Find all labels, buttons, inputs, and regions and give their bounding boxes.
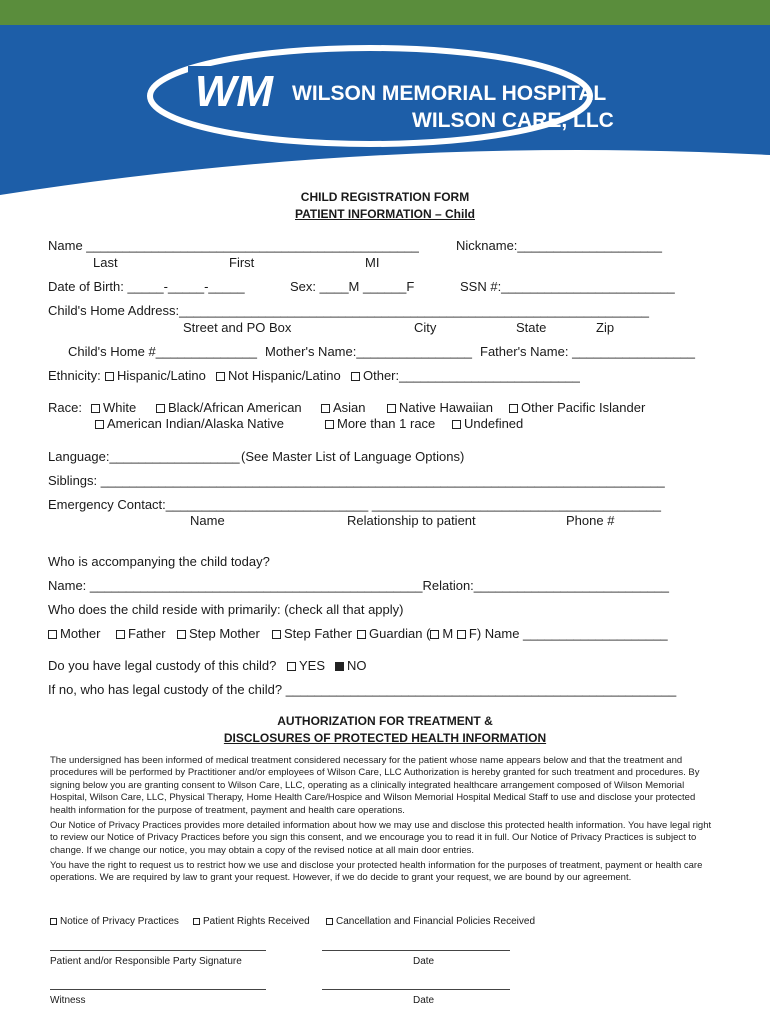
checkbox-icon[interactable] — [216, 372, 225, 381]
checkbox-icon[interactable] — [272, 630, 281, 639]
auth-paragraph-2: Our Notice of Privacy Practices provides more detailed information about how we may use and disclose this protected health information. You have legal right to review our Notice of Privacy Practices before you sign this consent, and we encourage you to read it in full. Our Notice of Privacy Practices is subject to change. If we change our notice, you may obtain a copy of the revised notice at all main door entries. — [50, 820, 712, 856]
checkbox-icon[interactable] — [325, 420, 334, 429]
form-subtitle: PATIENT INFORMATION – Child — [295, 207, 475, 221]
mother-name-field[interactable]: Mother's Name:________________ — [265, 344, 473, 359]
nickname-field[interactable]: Nickname:____________________ — [456, 238, 663, 253]
care-name: WILSON CARE, LLC — [412, 109, 614, 132]
language-field[interactable]: Language:__________________ — [48, 449, 240, 464]
language-note: (See Master List of Language Options) — [241, 449, 465, 464]
reside-step-mother[interactable]: Step Mother — [177, 626, 260, 642]
header-banner — [0, 0, 770, 200]
custody-question: Do you have legal custody of this child? — [48, 658, 277, 673]
siblings-field[interactable]: Siblings: ______________________________________________________________________________ — [48, 473, 665, 488]
home-phone-field[interactable]: Child's Home #______________ — [68, 344, 257, 359]
address-sub-street: Street and PO Box — [183, 320, 292, 335]
checkbox-icon[interactable] — [193, 918, 200, 925]
signature-line[interactable] — [50, 950, 266, 951]
name-sub-mi: MI — [365, 255, 380, 270]
reside-father[interactable]: Father — [116, 626, 166, 642]
checkbox-icon[interactable] — [105, 372, 114, 381]
green-band — [0, 0, 770, 25]
checkbox-icon[interactable] — [326, 918, 333, 925]
emergency-sub-relationship: Relationship to patient — [347, 513, 476, 528]
reside-step-father[interactable]: Step Father — [272, 626, 352, 642]
name-sub-last: Last — [93, 255, 118, 270]
father-name-field[interactable]: Father's Name: _________________ — [480, 344, 695, 359]
address-sub-state: State — [516, 320, 547, 335]
checkbox-icon[interactable] — [335, 662, 344, 671]
custody-yes[interactable]: YES — [287, 658, 325, 674]
hospital-name: WILSON MEMORIAL HOSPITAL — [292, 82, 607, 105]
race-undefined[interactable]: Undefined — [452, 416, 523, 432]
ssn-field[interactable]: SSN #:________________________ — [460, 279, 675, 294]
address-field[interactable]: Child's Home Address:_________________________________________________________________ — [48, 303, 650, 318]
checkbox-icon[interactable] — [387, 404, 396, 413]
emergency-contact-field[interactable]: Emergency Contact:____________________________ ________________________________________ — [48, 497, 662, 512]
address-sub-zip: Zip — [596, 320, 615, 335]
checkbox-icon[interactable] — [177, 630, 186, 639]
race-asian[interactable]: Asian — [321, 400, 366, 416]
race-american-indian[interactable]: American Indian/Alaska Native — [95, 416, 284, 432]
reside-question: Who does the child reside with primarily: (check all that apply) — [48, 602, 404, 617]
address-sub-city: City — [414, 320, 437, 335]
emergency-sub-name: Name — [190, 513, 225, 528]
witness-label: Witness — [50, 995, 86, 1006]
signature-label: Patient and/or Responsible Party Signature — [50, 956, 242, 967]
race-more-than-one[interactable]: More than 1 race — [325, 416, 435, 432]
auth-subtitle: DISCLOSURES OF PROTECTED HEALTH INFORMATION — [223, 731, 547, 745]
checkbox-icon[interactable] — [116, 630, 125, 639]
auth-paragraph-3: You have the right to request us to restrict how we use and disclose your protected health information for the purposes of treatment, payment or health care operations. We are required by law to grant your request. However, if we do decide to grant your request, we are bound by our agreement. — [50, 860, 703, 884]
witness-date-label: Date — [413, 995, 435, 1006]
svg-text:WM: WM — [194, 67, 274, 116]
form-title: CHILD REGISTRATION FORM — [300, 190, 470, 204]
race-label: Race: — [48, 400, 82, 415]
signature-date-line[interactable] — [322, 950, 510, 951]
check-patient-rights[interactable]: Patient Rights Received — [193, 914, 310, 930]
race-white[interactable]: White — [91, 400, 136, 416]
signature-date-label: Date — [413, 956, 435, 967]
witness-line[interactable] — [50, 989, 266, 990]
checkbox-icon[interactable] — [321, 404, 330, 413]
emergency-sub-phone: Phone # — [566, 513, 615, 528]
accompany-name-field[interactable]: Name: ______________________________________________Relation:___________________________ — [48, 578, 669, 593]
reside-guardian[interactable]: Guardian ( M F) Name ____________________ — [357, 626, 668, 642]
custody-no[interactable]: NO — [335, 658, 367, 674]
sex-field[interactable]: Sex: ____M ______F — [290, 279, 415, 294]
race-black[interactable]: Black/African American — [156, 400, 302, 416]
auth-title: AUTHORIZATION FOR TREATMENT & — [277, 714, 493, 728]
checkbox-icon[interactable] — [95, 420, 104, 429]
auth-paragraph-1: The undersigned has been informed of medical treatment considered necessary for the patient whose name appears below and that the treatment and procedures will be performed by Practitioner and/or employees of Wilson Care, LLC Authorization is hereby granted for such treatment and procedures. By signing below you are granting consent to Wilson Care, LLC, operating as a clinically integrated healthcare arrangement composed of Wilson Memorial Hospital, Wilson Care, LLC, Physical Therapy, Home Health Care/Hospice and Wilson Memorial Hospital Medical Staff to use and disclose your protected health information for the purpose of treatment, payment and health care operations. — [50, 755, 700, 816]
custody-holder-field[interactable]: If no, who has legal custody of the child? ______________________________________________________ — [48, 682, 677, 697]
witness-date-line[interactable] — [322, 989, 510, 990]
check-privacy-practices[interactable]: Notice of Privacy Practices — [50, 914, 179, 930]
name-field[interactable]: Name ______________________________________________ — [48, 238, 419, 253]
ethnicity-other[interactable]: Other:_________________________ — [351, 368, 580, 384]
name-sub-first: First — [229, 255, 255, 270]
accompany-question: Who is accompanying the child today? — [48, 554, 270, 569]
reside-mother[interactable]: Mother — [48, 626, 100, 642]
checkbox-icon[interactable] — [156, 404, 165, 413]
ethnicity-not-hispanic[interactable]: Not Hispanic/Latino — [216, 368, 341, 384]
checkbox-icon[interactable] — [287, 662, 296, 671]
dob-field[interactable]: Date of Birth: _____-_____-_____ — [48, 279, 245, 294]
ethnicity-label: Ethnicity: — [48, 368, 101, 383]
checkbox-icon[interactable] — [91, 404, 100, 413]
checkbox-icon[interactable] — [457, 630, 466, 639]
checkbox-icon[interactable] — [48, 630, 57, 639]
checkbox-icon[interactable] — [351, 372, 360, 381]
checkbox-icon[interactable] — [430, 630, 439, 639]
race-native-hawaiian[interactable]: Native Hawaiian — [387, 400, 493, 416]
checkbox-icon[interactable] — [50, 918, 57, 925]
ethnicity-hispanic[interactable]: Hispanic/Latino — [105, 368, 206, 384]
race-pacific-islander[interactable]: Other Pacific Islander — [509, 400, 645, 416]
checkbox-icon[interactable] — [357, 630, 366, 639]
checkbox-icon[interactable] — [509, 404, 518, 413]
check-cancellation-policies[interactable]: Cancellation and Financial Policies Received — [326, 914, 535, 930]
checkbox-icon[interactable] — [452, 420, 461, 429]
